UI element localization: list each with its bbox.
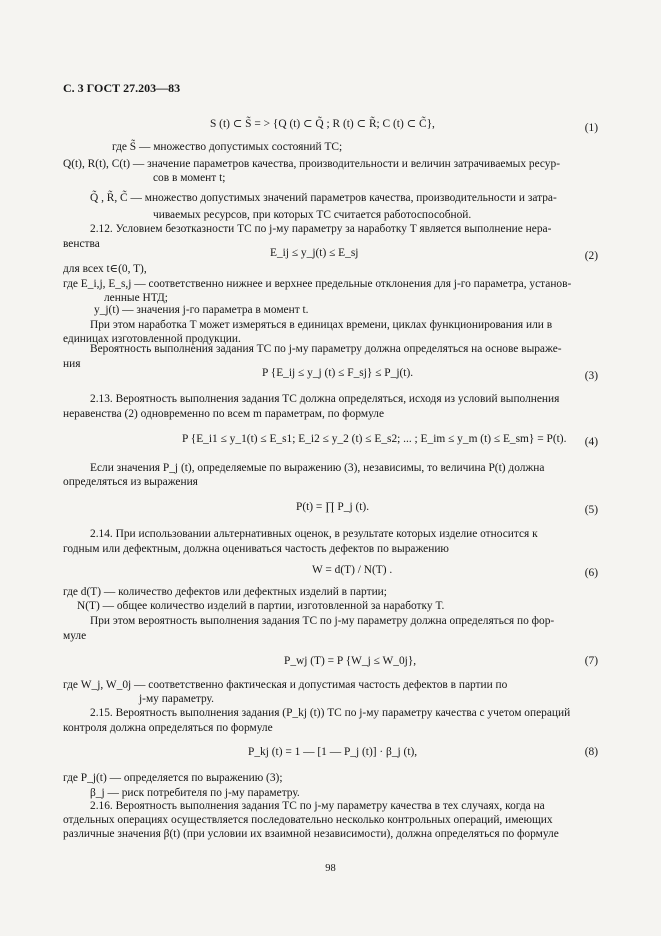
text-line: 2.15. Вероятность выполнения задания (P_kj (t)) ТС по j-му параметру качества с учетом операций [90,707,571,719]
text-line: единицах изготовленной продукции. [63,333,241,345]
equation-number-8: (8) [584,746,598,758]
text-line: Если значения P_j (t), определяемые по выражению (3), независимы, то величина P(t) должна [90,462,545,474]
text-line: чиваемых ресурсов, при которых ТС считается работоспособной. [153,209,472,221]
text-line: 2.13. Вероятность выполнения задания ТС должна определяться, исходя из условий выполнения [90,393,560,405]
text-line: 2.14. При использовании альтернативных оценок, в результате которых изделие относится к [90,528,538,540]
page-number: 98 [325,863,336,874]
text-line: где d(T) — количество дефектов или дефектных изделий в партии; [63,586,387,598]
text-line: Q(t), R(t), C(t) — значение параметров качества, производительности и величин затрачиваемых ресур- [63,158,560,170]
equation-number-6: (6) [584,567,598,579]
text-line: При этом наработка T может измеряться в единицах времени, циклах функционирования или в [90,319,553,331]
text-line: Q̃ , R̃, C̃ — множество допустимых значений параметров качества, производительности и затра- [90,192,557,204]
text-line: годным или дефектным, должна оцениваться частость дефектов по выражению [63,543,449,555]
text-line: венства [63,238,100,250]
equation-8: P_kj (t) = 1 — [1 — P_j (t)] · β_j (t), [248,746,418,758]
equation-number-4: (4) [584,436,598,448]
text-line: Вероятность выполнения задания ТС по j-му параметру должна определяться на основе выраже- [90,343,562,355]
text-line: муле [63,630,87,642]
text-line: N(T) — общее количество изделий в партии, изготовленной за наработку T. [77,600,445,612]
equation-2: E_ij ≤ y_j(t) ≤ E_sj [270,247,359,259]
text-line: определяться из выражения [63,476,198,488]
equation-number-3: (3) [584,370,598,382]
text-line: где S̃ — множество допустимых состояний ТС; [112,141,343,153]
text-line: 2.12. Условием безотказности ТС по j-му параметру за наработку T является выполнение нера- [90,223,552,235]
text-line: j-му параметру. [139,693,214,705]
text-line: неравенства (2) одновременно по всем m параметрам, по формуле [63,408,385,420]
text-line: контроля должна определяться по формуле [63,722,273,734]
equation-number-1: (1) [584,122,598,134]
equation-6: W = d(T) / N(T) . [312,564,393,576]
text-line: различные значения β(t) (при условии их взаимной независимости), должна определяться по формуле [63,828,559,840]
text-line: для всех t∈(0, T), [63,263,147,275]
text-line: сов в момент t; [153,172,226,184]
equation-number-5: (5) [584,504,598,516]
text-line: где E_i,j, E_s,j — соответственно нижнее и верхнее предельные отклонения для j-го параметра, установ- [63,278,572,290]
text-line: отдельных операциях осуществляется последовательно несколько контрольных операций, имеющих [63,814,553,826]
text-line: ленные НТД; [104,292,168,304]
equation-1: S (t) ⊂ S̃ = > {Q (t) ⊂ Q̃ ; R (t) ⊂ R̃; C (t) ⊂ C̃}, [210,118,435,130]
page-header: С. 3 ГОСТ 27.203—83 [63,81,181,95]
equation-3: P {E_ij ≤ y_j (t) ≤ F_sj} ≤ P_j(t). [262,367,414,379]
equation-7: P_wj (T) = P {W_j ≤ W_0j}, [284,655,417,667]
equation-4: P {E_i1 ≤ y_1(t) ≤ E_s1; E_i2 ≤ y_2 (t) ≤ E_s2; ... ; E_im ≤ y_m (t) ≤ E_sm} = P(t). [182,433,567,445]
text-line: 2.16. Вероятность выполнения задания ТС по j-му параметру качества в тех случаях, когда на [90,800,545,812]
equation-number-2: (2) [584,250,598,262]
text-line: y_j(t) — значения j-го параметра в момент t. [94,304,309,316]
equation-number-7: (7) [584,655,598,667]
text-line: где W_j, W_0j — соответственно фактическая и допустимая частость дефектов в партии по [63,679,508,691]
text-line: где P_j(t) — определяется по выражению (3); [63,772,283,784]
equation-5: P(t) = ∏ P_j (t). [296,501,370,513]
text-line: β_j — риск потребителя по j-му параметру. [90,787,300,799]
text-line: ния [63,358,81,370]
text-line: При этом вероятность выполнения задания ТС по j-му параметру должна определяться по фор- [90,615,555,627]
